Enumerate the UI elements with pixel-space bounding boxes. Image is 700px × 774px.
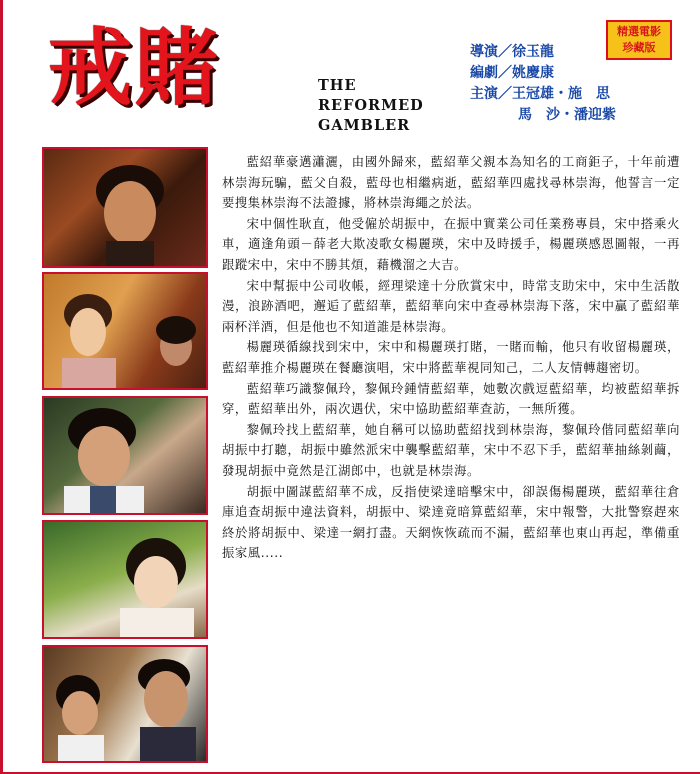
chinese-title: 戒賭	[48, 18, 221, 117]
cast-label: 主演／	[470, 86, 512, 102]
film-still-3	[42, 396, 208, 515]
portrait-man-image	[44, 149, 206, 266]
synopsis-text	[222, 152, 680, 564]
cast-credit	[470, 84, 616, 105]
portrait-woman-image	[44, 522, 206, 637]
synopsis-paragraph: 宋中個性耿直，他受僱於胡振中，在振中實業公司任業務專員，宋中搭乘火車，適逢角頭－薛老大欺凌歌女楊麗瑛，宋中及時援手，楊麗瑛感恩圖報，一再跟蹤宋中，宋中不勝其煩，藉機溜之大吉。	[222, 216, 680, 272]
credits-block	[470, 42, 616, 126]
cast-credit-continued	[470, 105, 616, 126]
english-title-line: REFORMED	[318, 97, 424, 114]
writer-name: 姚慶康	[512, 65, 554, 81]
portrait-man-image	[44, 398, 206, 513]
film-still-1	[42, 147, 208, 268]
portrait-two-men-image	[44, 647, 206, 761]
writer-credit	[470, 63, 616, 84]
synopsis-paragraph: 胡振中圖謀藍紹華不成，反指使梁達暗擊宋中，卻誤傷楊麗瑛，藍紹華往倉庫追查胡振中違法資料，胡振中、梁達竟暗算藍紹華，宋中報警，大批警察趕來終於將胡振中、梁達一網打盡。天網恢恢疏而不漏，藍紹華也東山再起，準備重振家風.....	[222, 484, 680, 561]
director-credit	[470, 42, 616, 63]
english-title-line: THE	[318, 77, 357, 94]
page-left-border	[0, 0, 3, 774]
portrait-woman-image	[44, 274, 206, 388]
synopsis-paragraph: 楊麗瑛循線找到宋中，宋中和楊麗瑛打賭，一賭而輸，他只有收留楊麗瑛，藍紹華推介楊麗瑛在餐廳演唱，宋中將藍華視同知己，二人友情轉趨密切。	[222, 340, 680, 375]
cast-names-line2: 馬 沙・潘迎紫	[518, 107, 616, 123]
synopsis-paragraph: 藍紹華豪邁瀟灑，由國外歸來，藍紹華父親本為知名的工商鉅子，十年前遭林崇海玩騙，藍父自殺，藍母也相繼病逝，藍紹華四處找尋林崇海，他誓言一定要搜集林崇海不法證據，將林崇海繩之於法。	[222, 155, 680, 211]
cast-names-line1: 王冠雄・施 思	[512, 86, 610, 102]
english-title	[318, 76, 424, 136]
synopsis-paragraph: 藍紹華巧識黎佩玲，黎佩玲鍾情藍紹華，她數次戲逗藍紹華，均被藍紹華拆穿，藍紹華出外，兩次遇伏，宋中協助藍紹華查訪，一無所獲。	[222, 381, 680, 417]
film-still-2	[42, 272, 208, 390]
synopsis-paragraph: 黎佩玲找上藍紹華，她自稱可以協助藍紹找到林崇海，黎佩玲偕同藍紹華向胡振中打聽，胡振中雖然派宋中襲擊藍紹華，宋中不忍下手，藍紹華抽絲剝繭，發現胡振中竟然是江湖郎中，也就是林崇海。	[222, 422, 680, 478]
film-still-5	[42, 645, 208, 763]
stamp-line: 珍藏版	[622, 41, 656, 54]
director-label: 導演／	[470, 44, 512, 60]
english-title-line: GAMBLER	[318, 117, 411, 134]
synopsis-paragraph: 宋中幫振中公司收帳，經理梁達十分欣賞宋中，時常支助宋中，宋中生活散漫，浪跡酒吧，邂逅了藍紹華，藍紹華向宋中查尋林崇海下落，宋中贏了藍紹華兩杯洋酒，但是他也不知道誰是林崇海。	[222, 278, 680, 334]
director-name: 徐玉龍	[512, 44, 554, 60]
stamp-line: 精選電影	[617, 25, 661, 38]
writer-label: 編劇／	[470, 65, 512, 81]
film-still-4	[42, 520, 208, 639]
